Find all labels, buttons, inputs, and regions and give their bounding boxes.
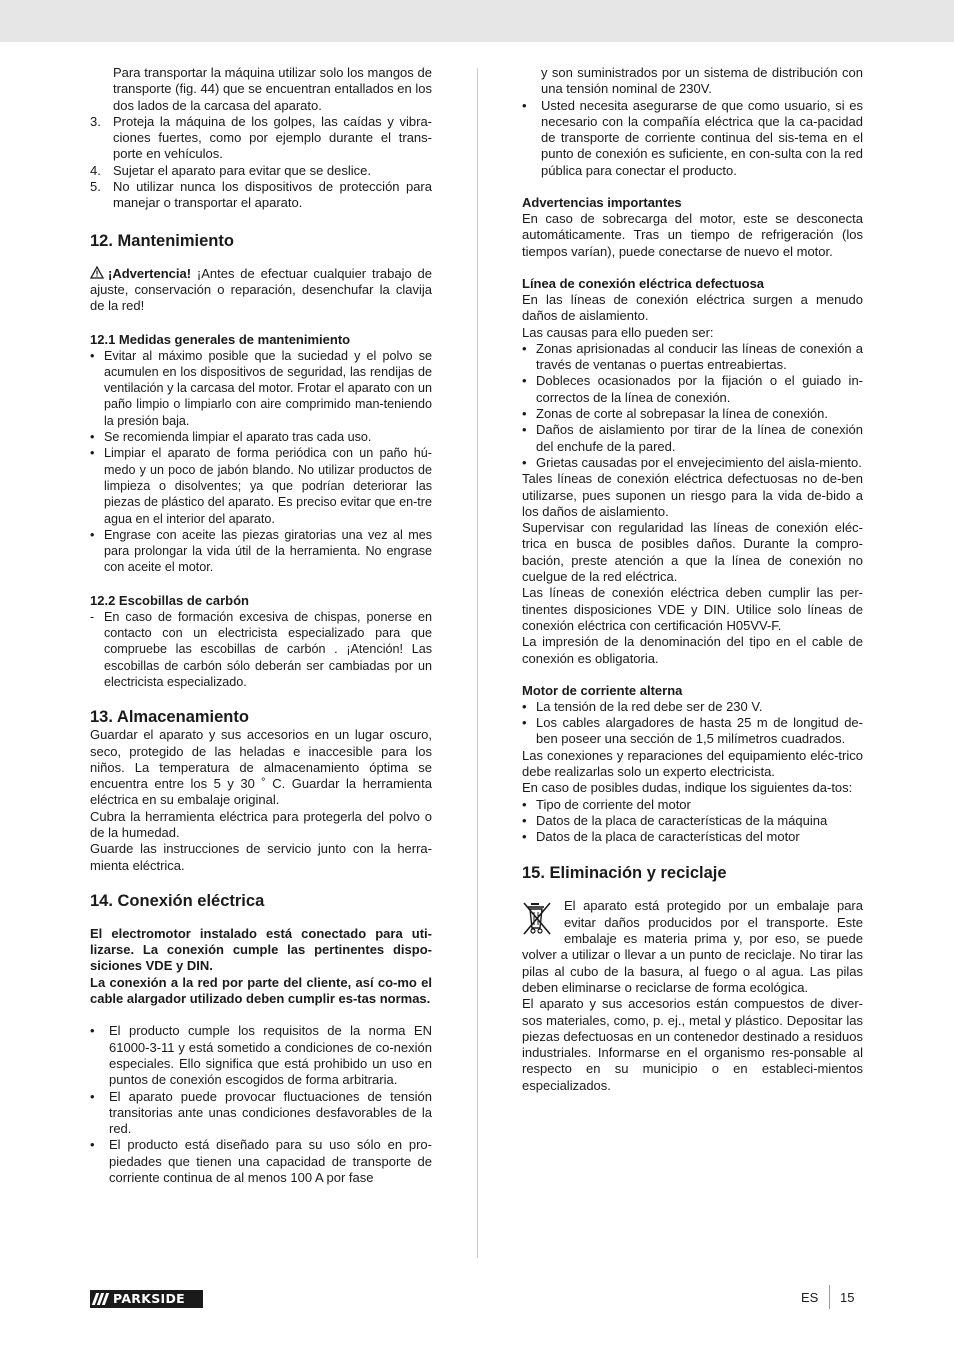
storage-paragraph: Guarde las instrucciones de servicio junto con la herra-mienta eléctrica. bbox=[90, 841, 432, 873]
brand-logo: PARKSIDE bbox=[90, 1290, 203, 1308]
line-paragraph: Tales líneas de conexión eléctrica defectuosas no de-ben utilizarse, pues suponen un riesgo para la vida de-bido a los daños de aislamiento. bbox=[522, 471, 863, 519]
right-column bbox=[522, 65, 863, 1094]
list-item: • Evitar al máximo posible que la suciedad y el polvo se acumulen en los dispositivos de seguridad, las rendijas de ventilación y la carcasa del motor. Frotar el aparato con un paño limpio o limpiarlo con aire comprimido man-teniendo la presión baja. bbox=[90, 348, 432, 428]
line-paragraph: Las causas para ello pueden ser: bbox=[522, 324, 714, 340]
line-paragraph: Supervisar con regularidad las líneas de conexión eléc-trica en busca de posibles daños. Durante la compro-bación, preste atención a que la línea de conexión no cuelgue de la red eléctrica. bbox=[522, 520, 863, 585]
list-item: 5. No utilizar nunca los dispositivos de protección para manejar o transportar el aparato. bbox=[90, 179, 432, 211]
subsection-title-linea: Línea de conexión eléctrica defectuosa bbox=[522, 275, 765, 291]
column-divider bbox=[477, 68, 478, 1258]
subsection-title-escobillas: 12.2 Escobillas de carbón bbox=[90, 592, 249, 608]
list-item: • Zonas aprisionadas al conducir las líneas de conexión a través de ventanas o puertas entreabiertas. bbox=[522, 340, 863, 373]
connection-bold-paragraph: El electromotor instalado está conectado para uti-lizarse. La conexión cumple las pertinentes dispo-siciones VDE y DIN. bbox=[90, 925, 432, 974]
list-item: 4. Sujetar el aparato para evitar que se deslice. bbox=[90, 162, 371, 178]
connection-bold-paragraph: La conexión a la red por parte del cliente, así co-mo el cable alargador utilizado deben cumplir es-tas normas. bbox=[90, 974, 432, 1007]
list-item: - En caso de formación excesiva de chispas, ponerse en contacto con un electricista especializado para que compruebe las escobillas de carbón . ¡Atención! Las escobillas de carbón sólo deberán ser cambiadas por un electricista especializado. bbox=[90, 609, 432, 689]
list-item: • Datos de la placa de características de la máquina bbox=[522, 812, 828, 828]
list-item: • Daños de aislamiento por tirar de la línea de conexión del enchufe de la pared. bbox=[522, 422, 863, 454]
page-number: 15 bbox=[840, 1290, 855, 1305]
list-item: • La tensión de la red debe ser de 230 V. bbox=[522, 698, 763, 714]
motor-paragraph: Las conexiones y reparaciones del equipamiento eléc-trico debe realizarlas solo un experto electricista. bbox=[522, 747, 863, 779]
list-item: • Zonas de corte al sobrepasar la línea de conexión. bbox=[522, 406, 828, 422]
list-item: • Grietas causadas por el envejecimiento del aisla-miento. bbox=[522, 454, 862, 470]
list-item: • Se recomienda limpiar el aparato tras cada uso. bbox=[90, 430, 372, 445]
disposal-paragraph: El aparato y sus accesorios están compuestos de diver-sos materiales, como, p. ej., metal y plástico. Depositar las piezas defectuosas en un contenedor destinado a residuos industriales. Informarse en el organismo res-ponsable al respecto en su municipio o en estableci-mientos especializados. bbox=[522, 996, 863, 1093]
logo-stripes-icon bbox=[94, 1293, 109, 1305]
list-item: • Engrase con aceite las piezas giratorias una vez al mes para prolongar la vida útil de la herramienta. No engrase con aceite el motor. bbox=[90, 527, 432, 575]
subsection-title-advertencias: Advertencias importantes bbox=[522, 195, 682, 211]
language-code: ES bbox=[801, 1290, 819, 1305]
left-column bbox=[90, 65, 432, 1186]
list-item: • El producto cumple los requisitos de la norma EN 61000-3-11 y está sometido a condiciones de co-nexión especiales. Ello significa que está prohibido un uso en puntos de conexión escogidos de forma arbitraria. bbox=[90, 1023, 432, 1088]
line-paragraph: En las líneas de conexión eléctrica surgen a menudo daños de aislamiento. bbox=[522, 291, 863, 324]
list-item: • Datos de la placa de características del motor bbox=[522, 829, 800, 845]
transport-paragraph: Para transportar la máquina utilizar solo los mangos de transporte (fig. 44) que se encuentran entallados en los dos lados de la carcasa del aparato. bbox=[113, 65, 432, 113]
list-item: • El producto está diseñado para su uso sólo en pro-piedades que tienen una capacidad de transporte de corriente continua de al menos 100 A por fase bbox=[90, 1137, 432, 1186]
list-item: 3. Proteja la máquina de los golpes, las caídas y vibra-ciones fuertes, como por ejemplo durante el trans-porte en vehículos. bbox=[90, 113, 432, 162]
line-paragraph: Las líneas de conexión eléctrica deben cumplir las per-tinentes disposiciones VDE y DIN. Utilice solo líneas de conexión eléctrica con certificación H05VV-F. bbox=[522, 585, 863, 633]
list-item: • El aparato puede provocar fluctuaciones de tensión transitorias ante unas condiciones desfavorables de la red. bbox=[90, 1088, 432, 1137]
header-band bbox=[0, 0, 954, 42]
list-item: • Usted necesita asegurarse de que como usuario, si es necesario con la compañía eléctrica que la ca-pacidad de transporte de corriente continua del sis-tema en el punto de conexión es suficiente, en con-sulta con la red pública para conectar el producto. bbox=[522, 97, 863, 178]
section-title-mantenimiento: 12. Mantenimiento bbox=[90, 231, 234, 250]
storage-paragraph: Guardar el aparato y sus accesorios en un lugar oscuro, seco, protegido de las heladas e inaccesible para los niños. La temperatura de almacenamiento óptima se encuentra entre los 5 y 30 ˚ C. Guardar la herramienta eléctrica en su embalaje original. bbox=[90, 727, 432, 808]
line-paragraph: La impresión de la denominación del tipo en el cable de conexión es obligatoria. bbox=[522, 634, 863, 666]
section-title-almacenamiento: 13. Almacenamiento bbox=[90, 708, 249, 727]
footer-divider bbox=[829, 1285, 830, 1309]
warning-icon bbox=[90, 266, 104, 279]
motor-paragraph: En caso de posibles dudas, indique los siguientes da-tos: bbox=[522, 780, 853, 796]
storage-paragraph: Cubra la herramienta eléctrica para protegerla del polvo o de la humedad. bbox=[90, 808, 432, 840]
list-item: • Los cables alargadores de hasta 25 m de longitud de-ben poseer una sección de 1,5 milímetros cuadrados. bbox=[522, 715, 863, 747]
warnings-paragraph: En caso de sobrecarga del motor, este se desconecta automáticamente. Tras un tiempo de refrigeración (los tiempos varían), puede conectarse de nuevo el motor. bbox=[522, 211, 863, 259]
subsection-title-motor: Motor de corriente alterna bbox=[522, 682, 683, 698]
section-title-conexion: 14. Conexión eléctrica bbox=[90, 891, 265, 910]
list-item: • Dobleces ocasionados por la fijación o el guiado in-correctos de la línea de conexión. bbox=[522, 373, 863, 405]
section-title-eliminacion: 15. Eliminación y reciclaje bbox=[522, 864, 727, 883]
continued-paragraph: y son suministrados por un sistema de distribución con una tensión nominal de 230V. bbox=[541, 65, 863, 97]
subsection-title-medidas: 12.1 Medidas generales de mantenimiento bbox=[90, 331, 351, 347]
disposal-block bbox=[522, 898, 863, 1094]
warning-paragraph: ¡Advertencia! ¡Antes de efectuar cualquier trabajo de ajuste, conservación o reparación, desenchufar la clavija de la red! bbox=[90, 265, 432, 314]
list-item: • Limpiar el aparato de forma periódica con un paño hú-medo y un poco de jabón blando. No utilizar productos de limpieza o disolventes; ya que podrían deteriorar las piezas de plástico del aparato. Es preciso evitar que en-tre agua en el interior del aparato. bbox=[90, 446, 432, 526]
disposal-paragraph: El aparato está protegido por un embalaje para evitar daños producidos por el transporte. Este embalaje es materia prima y, por eso, se puede volver a utilizar o llevar a un punto de reciclaje. No tirar las pilas al cubo de la basura, al fuego o al agua. Las pilas deben eliminarse o reciclarse de forma ecológica. bbox=[522, 898, 863, 995]
crossed-bin-icon bbox=[522, 900, 556, 936]
list-item: • Tipo de corriente del motor bbox=[522, 796, 691, 812]
